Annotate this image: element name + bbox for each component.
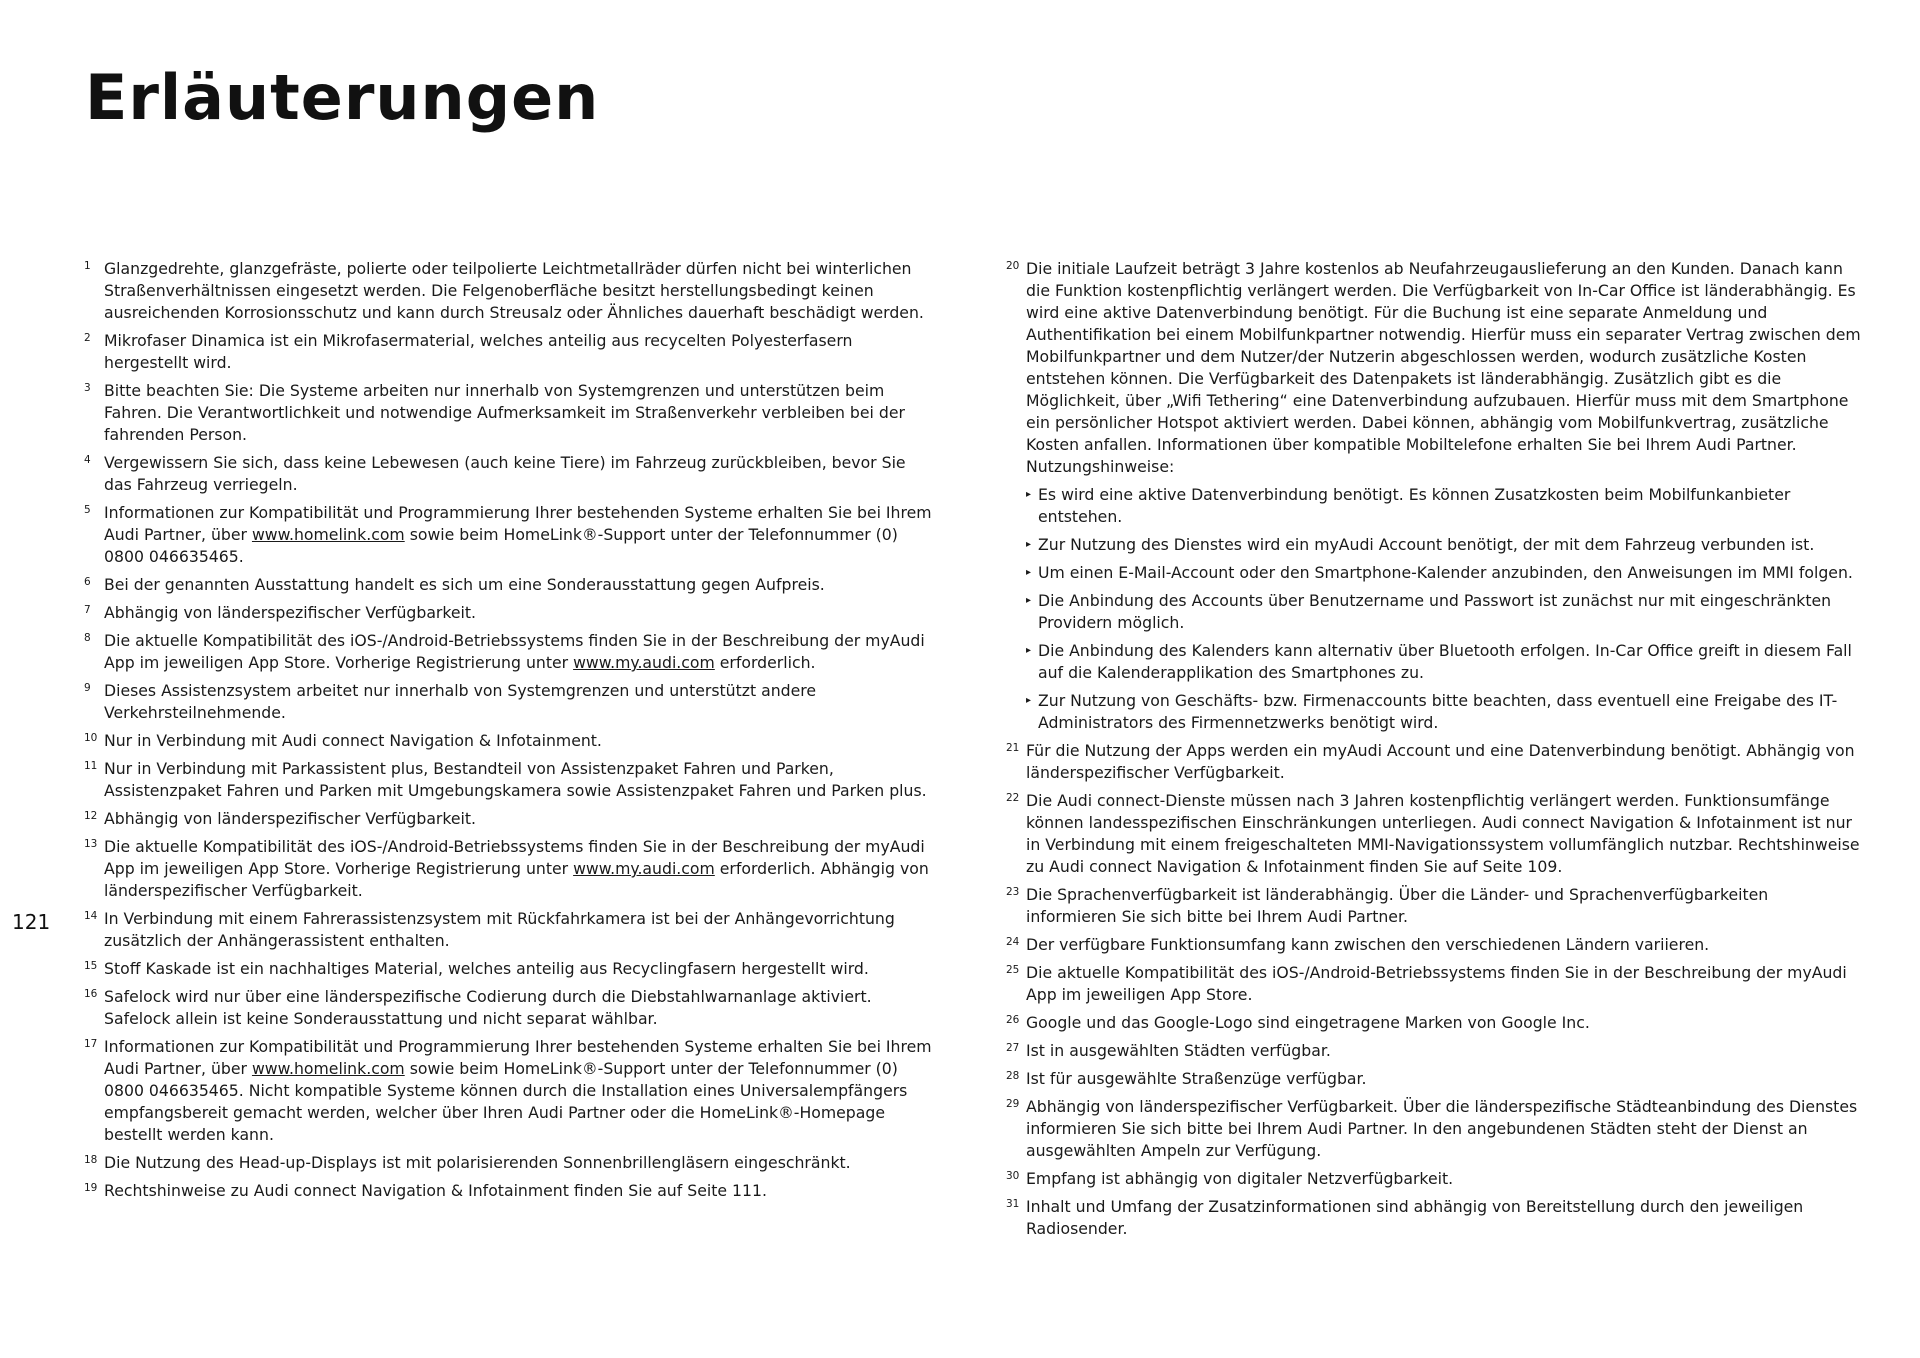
footnote-text [1026, 1068, 1862, 1090]
footnote-text [104, 808, 936, 830]
page-number: 121 [12, 910, 51, 934]
footnote-text [104, 986, 936, 1030]
footnote-text-segment: Mikrofaser Dinamica ist ein Mikrofasermaterial, welches anteilig aus recycelten Polyesterfasern hergestellt wird. [104, 331, 853, 372]
usage-note-item [1026, 590, 1862, 634]
bullet-arrow-icon: ▸ [1026, 489, 1032, 500]
footnote [84, 258, 936, 324]
footnote [84, 502, 936, 568]
footnote-text-segment: In Verbindung mit einem Fahrerassistenzsystem mit Rückfahrkamera ist bei der Anhängevorrichtung zusätzlich der Anhängerassistent enthalten. [104, 909, 895, 950]
footnote-link[interactable]: www.homelink.com [251, 525, 405, 544]
footnote-text-segment: Empfang ist abhängig von digitaler Netzverfügbarkeit. [1026, 1169, 1454, 1188]
footnote-number: 18 [84, 1154, 98, 1166]
footnote-text-segment: Die aktuelle Kompatibilität des iOS-/Android-Betriebssystems finden Sie in der Beschreibung der myAudi App im jeweiligen App Store. Vorherige Registrierung unter [104, 631, 925, 672]
footnote-number: 12 [84, 810, 98, 822]
footnote-number: 20 [1006, 260, 1020, 272]
footnote-text [104, 758, 936, 802]
footnote-text [104, 330, 936, 374]
footnote-link[interactable]: www.my.audi.com [573, 653, 715, 672]
footnote [84, 908, 936, 952]
usage-note-item [1026, 562, 1862, 584]
footnote-number: 25 [1006, 964, 1020, 976]
footnote-link[interactable]: www.my.audi.com [573, 859, 715, 878]
footnote-text [1026, 1196, 1862, 1240]
footnote-text [104, 602, 936, 624]
footnote-text-segment: Informationen zur Kompatibilität und Programmierung Ihrer bestehenden Systeme erhalten Sie bei Ihrem Audi Partner, über [104, 503, 932, 544]
footnote-text [1026, 1012, 1862, 1034]
footnote-number: 27 [1006, 1042, 1020, 1054]
footnote-text-segment: erforderlich. Abhängig von länderspezifischer Verfügbarkeit. [104, 859, 929, 900]
footnote [1006, 1068, 1862, 1090]
footnote-text [104, 1180, 936, 1202]
footnote-number: 2 [84, 332, 91, 344]
bullet-arrow-icon: ▸ [1026, 645, 1032, 656]
footnote-text [1026, 1096, 1862, 1162]
footnote-text [1026, 884, 1862, 928]
footnote [1006, 1012, 1862, 1034]
footnote-number: 28 [1006, 1070, 1020, 1082]
usage-note-item [1026, 640, 1862, 684]
footnote [84, 986, 936, 1030]
footnote-text [104, 258, 936, 324]
footnote [1006, 1168, 1862, 1190]
footnote-number: 30 [1006, 1170, 1020, 1182]
footnote-text-segment: sowie beim HomeLink®-Support unter der Telefonnummer (0) 0800 046635465. Nicht kompatible Systeme können durch die Installation eines Universalempfängers empfangsbereit gemacht werden, welcher über Ihren Audi Partner oder die HomeLink®-Homepage bestellt werden kann. [104, 1059, 908, 1144]
footnote-number: 26 [1006, 1014, 1020, 1026]
footnote-number: 14 [84, 910, 98, 922]
footnote-text-segment: Nur in Verbindung mit Parkassistent plus, Bestandteil von Assistenzpaket Fahren und Parken, Assistenzpaket Fahren und Parken mit Umgebungskamera sowie Assistenzpaket Fahren und Parken plus. [104, 759, 927, 800]
footnote-number: 21 [1006, 742, 1020, 754]
footnote-text-segment: Für die Nutzung der Apps werden ein myAudi Account und eine Datenverbindung benötigt. Abhängig von länderspezifischer Verfügbarkeit. [1026, 741, 1855, 782]
footnote-number: 19 [84, 1182, 98, 1194]
footnote-text [1026, 962, 1862, 1006]
footnote [84, 574, 936, 596]
usage-note-text: Die Anbindung des Kalenders kann alternativ über Bluetooth erfolgen. In-Car Office greift in diesem Fall auf die Kalenderapplikation des Smartphones zu. [1038, 641, 1852, 682]
footnote-number: 5 [84, 504, 91, 516]
footnote-text [1026, 934, 1862, 956]
footnote [1006, 790, 1862, 878]
footnote-text-segment: Die initiale Laufzeit beträgt 3 Jahre kostenlos ab Neufahrzeugauslieferung an den Kunden. Danach kann die Funktion kostenpflichtig verlängert werden. Die Verfügbarkeit von In-Car Office ist länderabhängig. Es wird eine aktive Datenverbindung benötigt. Für die Buchung ist eine separate Anmeldung und Authentifikation bei einem Mobilfunkpartner notwendig. Hierfür muss ein separater Vertrag zwischen dem Mobilfunkpartner und dem Nutzer/der Nutzerin abgeschlossen werden, wodurch zusätzliche Kosten entstehen können. Die Verfügbarkeit des Datenpakets ist länderabhängig. Zusätzlich gibt es die Möglichkeit, über „Wifi Tethering“ eine Datenverbindung aufzubauen. Hierfür muss mit dem Smartphone ein persönlicher Hotspot aktiviert werden. Dabei können, abhängig vom Mobilfunkvertrag, zusätzliche Kosten anfallen. Informationen über kompatible Mobiltelefone erhalten Sie bei Ihrem Audi Partner. Nutzungshinweise: [1026, 259, 1861, 476]
footnote [84, 758, 936, 802]
footnote-number: 15 [84, 960, 98, 972]
footnote [84, 330, 936, 374]
usage-note-text: Zur Nutzung von Geschäfts- bzw. Firmenaccounts bitte beachten, dass eventuell eine Freigabe des IT-Administrators des Firmennetzwerks benötigt wird. [1038, 691, 1838, 732]
bullet-arrow-icon: ▸ [1026, 567, 1032, 578]
footnote-text-segment: Glanzgedrehte, glanzgefräste, polierte oder teilpolierte Leichtmetallräder dürfen nicht bei winterlichen Straßenverhältnissen eingesetzt werden. Die Felgenoberfläche besitzt herstellungsbedingt keinen ausreichenden Korrosionsschutz und kann durch Streusalz oder Ähnliches dauerhaft beschädigt werden. [104, 259, 924, 322]
footnote-number: 6 [84, 576, 91, 588]
footnote-text-segment: Abhängig von länderspezifischer Verfügbarkeit. [104, 809, 477, 828]
footnote-text [104, 958, 936, 980]
footnote-text [104, 1036, 936, 1146]
footnote-text-segment: sowie beim HomeLink®-Support unter der Telefonnummer (0) 0800 046635465. [104, 525, 898, 566]
footnote-text [1026, 1168, 1862, 1190]
footnote-text-segment: Abhängig von länderspezifischer Verfügbarkeit. [104, 603, 477, 622]
bullet-arrow-icon: ▸ [1026, 539, 1032, 550]
footnote [84, 680, 936, 724]
footnote-text-segment: Bei der genannten Ausstattung handelt es sich um eine Sonderausstattung gegen Aufpreis. [104, 575, 825, 594]
usage-note-text: Zur Nutzung des Dienstes wird ein myAudi Account benötigt, der mit dem Fahrzeug verbunden ist. [1038, 535, 1815, 554]
footnote-text [104, 1152, 936, 1174]
footnote [1006, 962, 1862, 1006]
footnote [84, 380, 936, 446]
footnote-number: 7 [84, 604, 91, 616]
footnotes-left-column [84, 258, 936, 1208]
footnote-text-segment: Abhängig von länderspezifischer Verfügbarkeit. Über die länderspezifische Städteanbindung des Dienstes informieren Sie sich bitte bei Ihrem Audi Partner. In den angebundenen Städten steht der Dienst an ausgewählten Ampeln zur Verfügung. [1026, 1097, 1858, 1160]
footnote-text-segment: Rechtshinweise zu Audi connect Navigation & Infotainment finden Sie auf Seite 111. [104, 1181, 767, 1200]
footnote [1006, 258, 1862, 734]
footnote-text [104, 502, 936, 568]
footnote-text [1026, 1040, 1862, 1062]
bullet-arrow-icon: ▸ [1026, 695, 1032, 706]
usage-note-text: Es wird eine aktive Datenverbindung benötigt. Es können Zusatzkosten beim Mobilfunkanbieter entstehen. [1038, 485, 1791, 526]
footnote [84, 808, 936, 830]
footnote [1006, 934, 1862, 956]
usage-note-text: Die Anbindung des Accounts über Benutzername und Passwort ist zunächst nur mit eingeschränkten Providern möglich. [1038, 591, 1832, 632]
footnote-text-segment: Bitte beachten Sie: Die Systeme arbeiten nur innerhalb von Systemgrenzen und unterstützen beim Fahren. Die Verantwortlichkeit und notwendige Aufmerksamkeit im Straßenverkehr verbleiben bei der fahrenden Person. [104, 381, 905, 444]
footnote [84, 602, 936, 624]
footnote [84, 452, 936, 496]
footnote [84, 1036, 936, 1146]
footnote-number: 11 [84, 760, 98, 772]
footnote-text-segment: Die aktuelle Kompatibilität des iOS-/Android-Betriebssystems finden Sie in der Beschreibung der myAudi App im jeweiligen App Store. [1026, 963, 1847, 1004]
footnote-text-segment: Informationen zur Kompatibilität und Programmierung Ihrer bestehenden Systeme erhalten Sie bei Ihrem Audi Partner, über [104, 1037, 932, 1078]
footnote-number: 13 [84, 838, 98, 850]
footnote-text [104, 380, 936, 446]
footnote-number: 22 [1006, 792, 1020, 804]
footnote-number: 29 [1006, 1098, 1020, 1110]
footnote-number: 8 [84, 632, 91, 644]
footnote-number: 10 [84, 732, 98, 744]
footnote-text-segment: Nur in Verbindung mit Audi connect Navigation & Infotainment. [104, 731, 602, 750]
footnote [84, 1180, 936, 1202]
usage-note-item [1026, 690, 1862, 734]
footnote-number: 3 [84, 382, 91, 394]
footnote-text-segment: Google und das Google-Logo sind eingetragene Marken von Google Inc. [1026, 1013, 1590, 1032]
footnote-text [104, 730, 936, 752]
footnote [84, 1152, 936, 1174]
footnote-number: 4 [84, 454, 91, 466]
footnote-link[interactable]: www.homelink.com [251, 1059, 405, 1078]
footnote-text-segment: Vergewissern Sie sich, dass keine Lebewesen (auch keine Tiere) im Fahrzeug zurückbleiben, bevor Sie das Fahrzeug verriegeln. [104, 453, 906, 494]
footnote-text [104, 574, 936, 596]
usage-notes-list [1026, 484, 1862, 734]
footnote-number: 17 [84, 1038, 98, 1050]
footnote-text [104, 680, 936, 724]
footnote-number: 16 [84, 988, 98, 1000]
footnote [1006, 884, 1862, 928]
footnote-text [104, 630, 936, 674]
usage-note-item [1026, 484, 1862, 528]
usage-note-text: Um einen E-Mail-Account oder den Smartphone-Kalender anzubinden, den Anweisungen im MMI folgen. [1038, 563, 1853, 582]
footnote [84, 730, 936, 752]
footnote-text-segment: Die Sprachenverfügbarkeit ist länderabhängig. Über die Länder- und Sprachenverfügbarkeiten informieren Sie sich bitte bei Ihrem Audi Partner. [1026, 885, 1769, 926]
footnote-text-segment: Die aktuelle Kompatibilität des iOS-/Android-Betriebssystems finden Sie in der Beschreibung der myAudi App im jeweiligen App Store. Vorherige Registrierung unter [104, 837, 925, 878]
footnote [84, 958, 936, 980]
footnote [84, 630, 936, 674]
footnote-text [1026, 790, 1862, 878]
footnote-text [104, 452, 936, 496]
footnote [1006, 1096, 1862, 1162]
footnote-text-segment: Inhalt und Umfang der Zusatzinformationen sind abhängig von Bereitstellung durch den jeweiligen Radiosender. [1026, 1197, 1804, 1238]
footnote-number: 23 [1006, 886, 1020, 898]
footnotes-right-column [1006, 258, 1862, 1246]
footnote-text-segment: Ist für ausgewählte Straßenzüge verfügbar. [1026, 1069, 1367, 1088]
footnote-text [104, 908, 936, 952]
footnote-text-segment: Stoff Kaskade ist ein nachhaltiges Material, welches anteilig aus Recyclingfasern hergestellt wird. [104, 959, 869, 978]
footnote-text [1026, 740, 1862, 784]
footnote-text-segment: Safelock wird nur über eine länderspezifische Codierung durch die Diebstahlwarnanlage aktiviert. Safelock allein ist keine Sonderausstattung und nicht separat wählbar. [104, 987, 872, 1028]
footnote-text-segment: Die Nutzung des Head-up-Displays ist mit polarisierenden Sonnenbrillengläsern eingeschränkt. [104, 1153, 851, 1172]
page-title: Erläuterungen [85, 61, 600, 134]
bullet-arrow-icon: ▸ [1026, 595, 1032, 606]
footnote-text-segment: Der verfügbare Funktionsumfang kann zwischen den verschiedenen Ländern variieren. [1026, 935, 1710, 954]
usage-note-item [1026, 534, 1862, 556]
footnote-text [104, 836, 936, 902]
footnote-text-segment: Dieses Assistenzsystem arbeitet nur innerhalb von Systemgrenzen und unterstützt andere Verkehrsteilnehmende. [104, 681, 817, 722]
footnote [84, 836, 936, 902]
footnote-text-segment: Ist in ausgewählten Städten verfügbar. [1026, 1041, 1331, 1060]
footnote-text-segment: Die Audi connect-Dienste müssen nach 3 Jahren kostenpflichtig verlängert werden. Funktionsumfänge können landesspezifischen Einschränkungen unterliegen. Audi connect Navigation & Infotainment ist nur in Verbindung mit einem freigeschalteten MMI-Navigationssystem vollumfänglich nutzbar. Rechtshinweise zu Audi connect Navigation & Infotainment finden Sie auf Seite 109. [1026, 791, 1860, 876]
footnote-number: 24 [1006, 936, 1020, 948]
footnote [1006, 740, 1862, 784]
footnote-text [1026, 258, 1862, 478]
footnote [1006, 1196, 1862, 1240]
footnote-number: 9 [84, 682, 91, 694]
footnote-text-segment: erforderlich. [714, 653, 816, 672]
footnote-number: 31 [1006, 1198, 1020, 1210]
footnote [1006, 1040, 1862, 1062]
footnote-number: 1 [84, 260, 91, 272]
